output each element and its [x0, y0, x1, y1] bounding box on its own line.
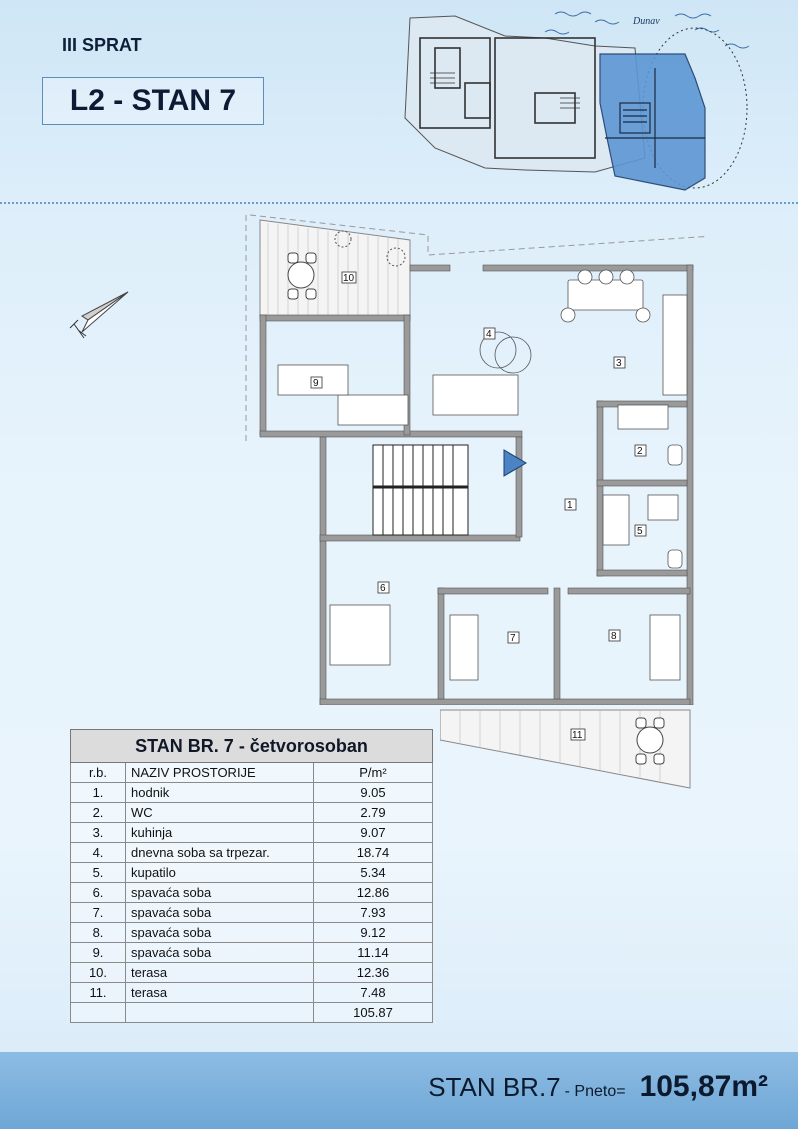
floor-plan [238, 205, 708, 705]
table-row: 2. WC 2.79 [71, 803, 433, 823]
apartment-title: L2 - STAN 7 [42, 77, 264, 125]
svg-text:8: 8 [611, 631, 617, 642]
terrace-11-plan [440, 700, 692, 790]
site-key-plan [395, 8, 755, 200]
separator-line [0, 202, 798, 204]
svg-text:7: 7 [510, 633, 516, 644]
total-area: 105.87 [314, 1003, 433, 1023]
table-row: 7. spavaća soba 7.93 [71, 903, 433, 923]
table-row: 10. terasa 12.36 [71, 963, 433, 983]
svg-text:9: 9 [313, 378, 319, 389]
svg-text:3: 3 [616, 358, 622, 369]
table-row: 8. spavaća soba 9.12 [71, 923, 433, 943]
net-area-summary [428, 1070, 768, 1104]
footer-label: STAN BR.7 [428, 1072, 561, 1102]
table-title: STAN BR. 7 - četvorosoban [71, 730, 433, 763]
highlighted-apartment [600, 54, 705, 190]
svg-text:11: 11 [572, 730, 583, 741]
footer-bar [0, 1052, 798, 1129]
footer-dash: - Pneto= [564, 1083, 626, 1100]
table-row: 6. spavaća soba 12.86 [71, 883, 433, 903]
table-row: 3. kuhinja 9.07 [71, 823, 433, 843]
table-column-header: r.b. NAZIV PROSTORIJE P/m² [71, 763, 433, 783]
svg-text:6: 6 [380, 583, 386, 594]
river-label: Dunav [633, 16, 660, 27]
svg-text:1: 1 [567, 500, 573, 511]
entrance-marker [504, 450, 526, 476]
footer-value: 105,87m² [639, 1070, 768, 1103]
table-row: 1. hodnik 9.05 [71, 783, 433, 803]
svg-text:5: 5 [637, 526, 643, 537]
table-row: 4. dnevna soba sa trpezar. 18.74 [71, 843, 433, 863]
table-row: 5. kupatilo 5.34 [71, 863, 433, 883]
floor-label: III SPRAT [62, 35, 142, 55]
north-arrow-icon [52, 288, 132, 352]
rooms-table [70, 729, 433, 1023]
svg-text:2: 2 [637, 446, 643, 457]
svg-text:10: 10 [343, 273, 355, 284]
table-row: 11. terasa 7.48 [71, 983, 433, 1003]
table-total-row [71, 1003, 433, 1023]
svg-text:4: 4 [486, 329, 492, 340]
table-row: 9. spavaća soba 11.14 [71, 943, 433, 963]
